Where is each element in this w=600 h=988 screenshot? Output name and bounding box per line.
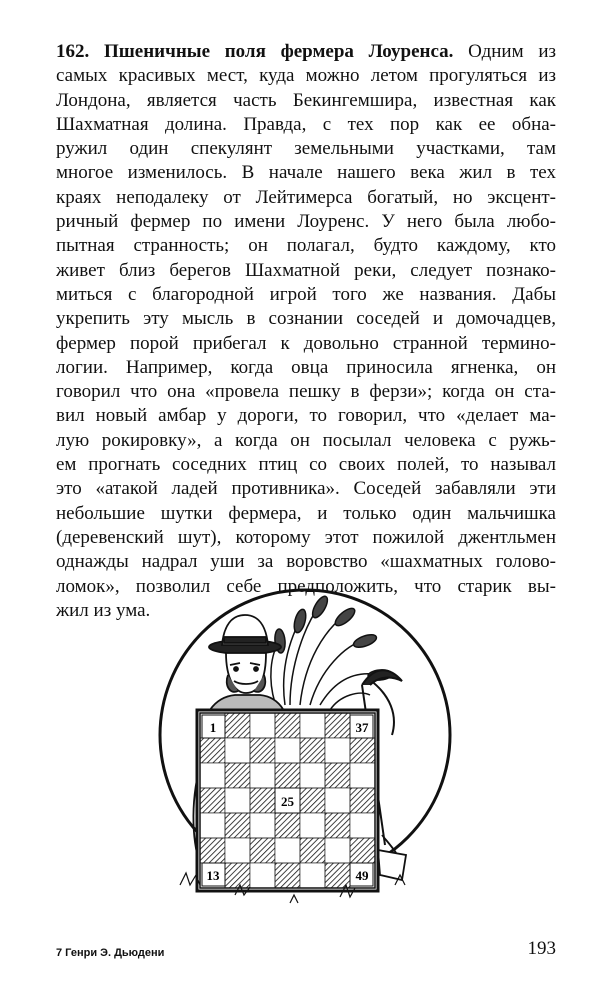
board-label-center: 25 <box>281 794 294 809</box>
board-square-light <box>250 813 275 838</box>
board-square-dark <box>225 813 250 838</box>
board-square-light <box>250 763 275 788</box>
problem-heading: 162. Пшеничные поля фермера Лоуренса. <box>56 41 454 62</box>
board-square-light <box>200 763 225 788</box>
text-line: говорил что она «провела пешку в ферзи»; когда он ста- <box>56 381 556 403</box>
board-square-light <box>275 738 300 763</box>
board-square-light <box>325 738 350 763</box>
board-square-light <box>350 813 375 838</box>
text-line-1-rest: Одним из <box>453 41 556 62</box>
board-square-light <box>225 788 250 813</box>
board-label-top-left: 1 <box>209 720 217 735</box>
board-square-dark <box>250 788 275 813</box>
board-square-dark <box>275 813 300 838</box>
text-line: логии. Например, когда овца приносила ягненка, он <box>56 356 556 378</box>
text-line: самых красивых мест, куда можно летом прогуляться из <box>56 65 556 87</box>
text-line: живет близ берегов Шахматной реки, следует познако- <box>56 259 556 281</box>
text-line: фермер порой прибегал к довольно странной термино- <box>56 332 556 354</box>
board-square-dark <box>300 838 325 863</box>
text-line: ричный фермер по имени Лоуренс. У него была любо- <box>56 211 556 233</box>
text-line: небольшие шутки фермера, и только один мальчишка <box>56 502 556 524</box>
board-square-light <box>325 838 350 863</box>
board-square-light <box>300 863 325 888</box>
board-label-top-right: 37 <box>355 720 369 735</box>
board-square-light <box>300 713 325 738</box>
text-line: Лондона, является часть Бекингемшира, известная как <box>56 89 556 111</box>
board-square-dark <box>300 788 325 813</box>
page-number: 193 <box>527 938 556 959</box>
text-line: многое изменилось. В начале нашего века жил в тех <box>56 162 556 184</box>
text-line: краях неподалеку от Лейтимерса богатый, но эксцент- <box>56 186 556 208</box>
text-line: вил новый амбар у дороги, то говорил, что «делает ма- <box>56 405 556 427</box>
board-square-dark <box>275 763 300 788</box>
board-label-bottom-left: 13 <box>206 868 220 883</box>
footer-source: 7 Генри Э. Дьюдени <box>56 947 165 959</box>
board-square-dark <box>275 713 300 738</box>
board-square-dark <box>300 738 325 763</box>
chessboard <box>197 710 378 891</box>
board-square-dark <box>350 838 375 863</box>
board-square-light <box>300 813 325 838</box>
board-square-dark <box>350 788 375 813</box>
board-square-light <box>250 713 275 738</box>
board-square-dark <box>200 838 225 863</box>
text-line: ружил один спекулянт земельными участками, там <box>56 138 556 160</box>
wheat-sheaf <box>271 594 393 710</box>
board-square-dark <box>250 738 275 763</box>
board-square-dark <box>325 713 350 738</box>
board-square-dark <box>325 813 350 838</box>
board-square-dark <box>350 738 375 763</box>
text-line: жил из ума. <box>56 599 151 621</box>
problem-text <box>56 40 556 623</box>
board-square-light <box>225 838 250 863</box>
text-line-1 <box>56 40 556 64</box>
board-square-light <box>225 738 250 763</box>
board-square-light <box>350 763 375 788</box>
board-label-bottom-right: 49 <box>355 868 369 883</box>
text-line: пытная странность; он полагал, будто каждому, кто <box>56 235 556 257</box>
text-line: ем прогнать соседних птиц со своих полей, то называл <box>56 454 556 476</box>
text-line: это «атакой ладей противника». Соседей забавляли эти <box>56 478 556 500</box>
text-line: ломок», позволил себе предположить, что старик вы- <box>56 575 556 597</box>
board-square-dark <box>200 788 225 813</box>
text-line: укрепить эту мысль в сознании соседей и домочадцев, <box>56 308 556 330</box>
board-square-dark <box>275 863 300 888</box>
board-square-dark <box>225 713 250 738</box>
board-square-light <box>325 788 350 813</box>
board-square-light <box>250 863 275 888</box>
board-square-dark <box>325 763 350 788</box>
board-square-dark <box>225 863 250 888</box>
text-line: миться с благородной игрой того же названия. Дабы <box>56 283 556 305</box>
text-line: лую рокировку», а когда он посылал человека с ружь- <box>56 429 556 451</box>
text-line: однажды надрал уши за воровство «шахматных голово- <box>56 551 556 573</box>
farmer-chessboard-illustration <box>140 585 460 915</box>
board-square-dark <box>225 763 250 788</box>
board-square-light <box>300 763 325 788</box>
board-square-dark <box>200 738 225 763</box>
board-square-light <box>200 813 225 838</box>
board-square-light <box>275 838 300 863</box>
text-line: Шахматная долина. Правда, с тех пор как ее обна- <box>56 113 556 135</box>
board-square-dark <box>250 838 275 863</box>
text-line: (деревенский шут), которому этот пожилой джентльмен <box>56 526 556 548</box>
